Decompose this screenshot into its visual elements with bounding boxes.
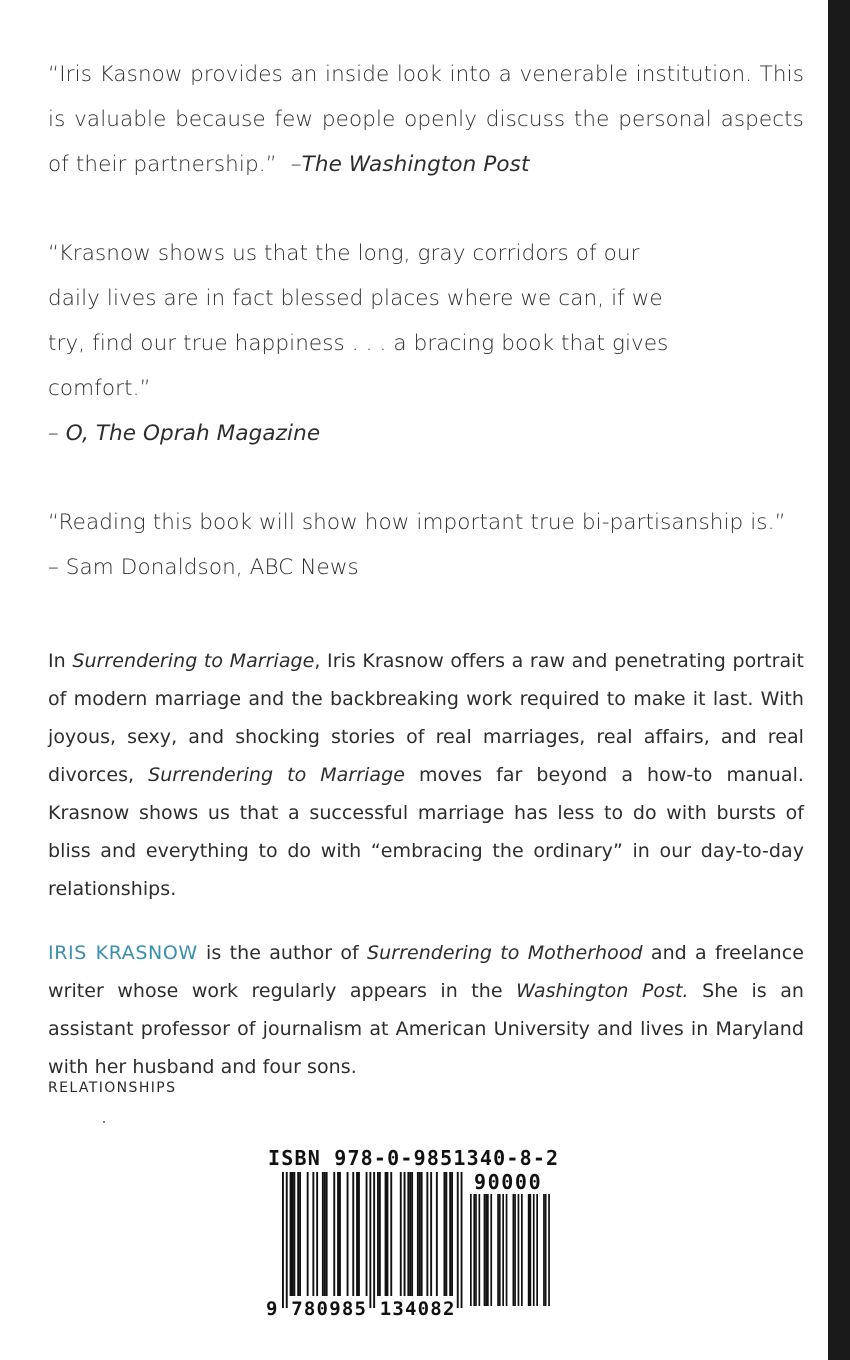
review-quote-3 <box>48 500 804 590</box>
addon-bar-34 <box>528 1194 530 1306</box>
barcode-bar-34 <box>419 1172 421 1296</box>
barcode-bar-14 <box>337 1172 339 1296</box>
barcode-bar-2 <box>290 1172 292 1296</box>
barcode-bar-30 <box>407 1172 409 1296</box>
back-cover-content <box>48 52 804 1086</box>
author-bio-text-1: is the author of <box>197 942 368 964</box>
book-category: RELATIONSHIPS <box>48 1080 177 1096</box>
barcode-bar-41 <box>449 1172 451 1296</box>
barcode-bar-32 <box>411 1172 413 1296</box>
isbn-label: ISBN 978-0-9851340-8-2 <box>268 1146 560 1170</box>
barcode-bar-36 <box>426 1172 428 1296</box>
addon-bar-25 <box>513 1194 515 1306</box>
barcode-bar-16 <box>347 1172 349 1296</box>
barcode-bar-28 <box>400 1172 402 1296</box>
review-quote-1 <box>48 52 804 187</box>
addon-bar-12 <box>490 1194 492 1306</box>
addon-bar-43 <box>543 1194 545 1306</box>
barcode-bar-15 <box>339 1172 341 1296</box>
book-description <box>48 642 804 908</box>
review-quote-1-source: The Washington Post <box>301 152 530 177</box>
addon-bar-8 <box>484 1194 486 1306</box>
author-name: IRIS KRASNOW <box>48 942 198 964</box>
addon-bar-28 <box>518 1194 520 1306</box>
addon-bar-21 <box>506 1194 508 1306</box>
author-previous-book: Surrendering to Motherhood <box>367 942 643 964</box>
addon-bar-0 <box>470 1194 472 1306</box>
barcode-bar-4 <box>293 1172 295 1296</box>
author-publication: Washington Post. <box>516 980 689 1002</box>
review-quote-2 <box>48 231 698 456</box>
addon-bar-19 <box>502 1194 504 1306</box>
description-book-title-2: Surrendering to Marriage <box>148 764 405 786</box>
barcode-bar-40 <box>445 1172 447 1296</box>
barcode-bar-6 <box>299 1172 301 1296</box>
barcode-bar-7 <box>307 1172 309 1296</box>
barcode-bar-26 <box>387 1172 389 1296</box>
barcode-bar-43 <box>457 1172 459 1308</box>
barcode-bar-23 <box>377 1172 379 1296</box>
barcode-bar-31 <box>409 1172 411 1296</box>
barcode-bar-11 <box>324 1172 326 1296</box>
barcode-bar-37 <box>430 1172 432 1296</box>
addon-bar-30 <box>521 1194 523 1306</box>
addon-bar-5 <box>479 1194 481 1306</box>
addon-bar-9 <box>485 1194 487 1306</box>
barcode-bar-38 <box>436 1172 438 1296</box>
barcode-bar-18 <box>356 1172 358 1296</box>
description-text-1: In <box>48 650 73 672</box>
addon-bar-37 <box>533 1194 535 1306</box>
author-bio-text-3: She is an assistant professor of journalism at American University and lives in Maryland with her husband and four sons. <box>48 980 804 1078</box>
addon-bar-39 <box>536 1194 538 1306</box>
addon-bar-2 <box>473 1194 475 1306</box>
barcode-bar-17 <box>352 1172 354 1296</box>
addon-bar-35 <box>530 1194 532 1306</box>
description-text-3: moves far beyond a how-to manual. Krasnow shows us that a successful marriage has less to do with bursts of bliss and everything to do with “embracing the ordinary” in our day-to-day relationships. <box>48 764 805 900</box>
speck-mark <box>103 1121 105 1123</box>
price-code: 90000 <box>474 1170 543 1194</box>
addon-bar-44 <box>545 1194 547 1306</box>
review-quote-1-text: “Iris Kasnow provides an inside look into a venerable institution. This is valuable because few people openly discuss the personal aspects of their partnership.” <box>48 62 804 177</box>
ean-digits: 9 780985 134082 <box>266 1298 456 1320</box>
addon-bar-3 <box>475 1194 477 1306</box>
spine-edge <box>828 0 850 1360</box>
barcode-bar-39 <box>444 1172 446 1296</box>
barcode-bar-0 <box>282 1172 284 1308</box>
barcode-bar-3 <box>292 1172 294 1296</box>
addon-bar-17 <box>499 1194 501 1306</box>
review-quote-3-attribution: – Sam Donaldson, ABC News <box>48 555 359 580</box>
description-book-title-1: Surrendering to Marriage <box>72 650 315 672</box>
addon-bar-16 <box>497 1194 499 1306</box>
barcode-bar-22 <box>373 1172 375 1308</box>
author-bio <box>48 934 804 1086</box>
isbn-barcode <box>262 1146 562 1326</box>
review-quote-2-source: O, The Oprah Magazine <box>65 421 321 446</box>
addon-bar-10 <box>487 1194 489 1306</box>
barcode-bar-19 <box>358 1172 360 1296</box>
barcode-bar-44 <box>461 1172 463 1308</box>
barcode-bar-21 <box>369 1172 371 1308</box>
barcode-bar-35 <box>421 1172 423 1296</box>
barcode-bar-8 <box>312 1172 314 1296</box>
barcode-bar-10 <box>322 1172 324 1296</box>
addon-bar-26 <box>514 1194 516 1306</box>
addon-bar-46 <box>548 1194 550 1306</box>
barcode-bar-33 <box>417 1172 419 1296</box>
review-quote-3-text: “Reading this book will show how important true bi-partisanship is.” <box>48 510 786 535</box>
barcode-bar-20 <box>366 1172 368 1296</box>
review-quote-2-text: “Krasnow shows us that the long, gray corridors of our daily lives are in fact blessed places where we can, if we try, find our true happiness . . . a bracing book that gives comfort.” <box>48 241 669 401</box>
author-bio-text-2: and a freelance writer whose work regularly appears in the <box>48 942 804 1002</box>
barcode-bar-27 <box>390 1172 392 1296</box>
description-text-2: , Iris Krasnow offers a raw and penetrating portrait of modern marriage and the backbreaking work required to make it last. With joyous, sexy, and shocking stories of real marriages, real affairs, and real divorces, <box>48 650 804 786</box>
barcode-bar-12 <box>326 1172 328 1296</box>
barcode-bar-29 <box>404 1172 406 1296</box>
barcode-bar-5 <box>297 1172 299 1296</box>
barcode-bar-42 <box>451 1172 453 1296</box>
barcode-bar-13 <box>333 1172 335 1296</box>
barcode-bar-25 <box>385 1172 387 1296</box>
barcode-bar-9 <box>316 1172 318 1296</box>
barcode-bar-1 <box>286 1172 288 1308</box>
review-quote-1-dash: – <box>290 152 302 177</box>
barcode-bar-24 <box>379 1172 381 1296</box>
review-quote-2-dash: – <box>48 421 66 446</box>
